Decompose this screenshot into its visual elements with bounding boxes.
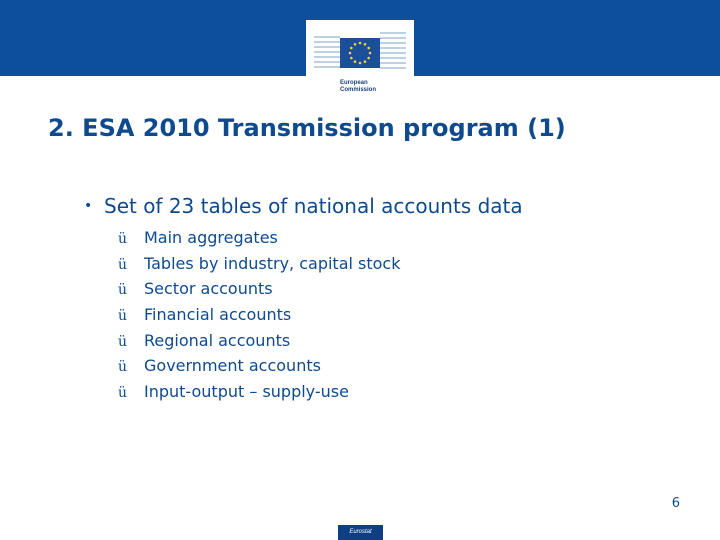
main-bullet	[84, 194, 704, 218]
list-item-label: Main aggregates	[144, 228, 278, 247]
check-icon: ü	[118, 282, 128, 299]
logo-wordmark	[340, 80, 400, 94]
check-icon: ü	[118, 359, 128, 376]
main-bullet-text: Set of 23 tables of national accounts data	[104, 194, 523, 218]
commission-building-icon	[306, 20, 414, 80]
list-item	[118, 225, 401, 251]
european-commission-logo	[306, 20, 414, 104]
list-item-label: Government accounts	[144, 356, 321, 376]
list-item	[118, 276, 401, 302]
list-item	[118, 302, 401, 328]
check-icon: ü	[118, 385, 128, 402]
list-item	[118, 353, 401, 379]
list-item	[118, 251, 401, 277]
bullet-icon: •	[84, 198, 93, 214]
logo-line-1: European	[340, 80, 368, 86]
list-item	[118, 379, 401, 405]
list-item-label: Tables by industry, capital stock	[144, 253, 401, 273]
check-icon: ü	[118, 256, 128, 273]
list-item-label: Regional accounts	[144, 330, 291, 350]
list-item-label: Financial accounts	[144, 305, 292, 325]
sub-bullet-list	[118, 225, 401, 405]
check-icon: ü	[118, 308, 128, 325]
list-item-label: Sector accounts	[144, 279, 273, 299]
eurostat-logo: Eurostat	[338, 525, 383, 540]
list-item-label: Input-output – supply-use	[144, 382, 349, 402]
check-icon: ü	[118, 333, 128, 350]
check-icon: ü	[118, 231, 128, 247]
logo-line-2: Commission	[340, 87, 377, 93]
page-number: 6	[671, 496, 680, 511]
list-item	[118, 328, 401, 354]
slide-title: 2. ESA 2010 Transmission program (1)	[48, 114, 566, 142]
